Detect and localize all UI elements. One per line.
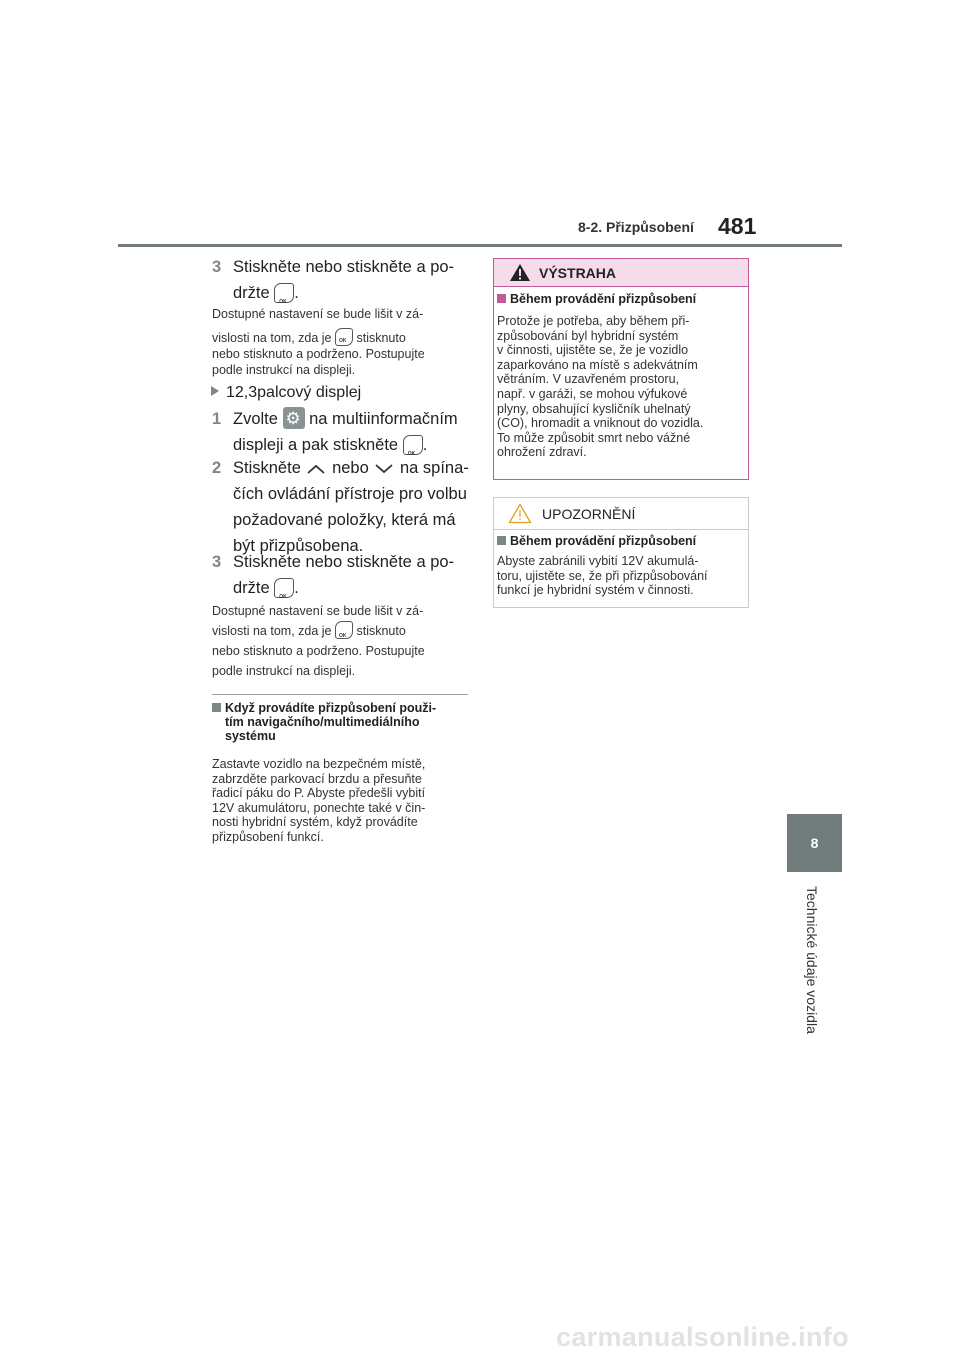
caution-triangle-icon — [508, 503, 532, 524]
note-line: nebo stisknuto a podrženo. Postupujte — [212, 644, 425, 658]
page-number: 481 — [718, 213, 757, 239]
caution-box — [493, 497, 749, 608]
info-body-line: 12V akumulátoru, ponechte také v čin- — [212, 800, 426, 815]
warning-subtitle — [497, 292, 696, 306]
square-bullet-icon — [497, 536, 506, 545]
step-number: 1 — [212, 410, 222, 428]
chapter-number: 8 — [810, 835, 819, 851]
note-line: Dostupné nastavení se bude lišit v zá- — [212, 307, 424, 321]
caution-line: Abyste zabránili vybití 12V akumulá- — [497, 554, 699, 568]
warning-title: VÝSTRAHA — [539, 265, 617, 281]
info-body-line: zabrzděte parkovací brzdu a přesuňte — [212, 771, 422, 786]
chapter-tab — [787, 814, 842, 872]
step-number: 3 — [212, 553, 222, 571]
chevron-down-icon — [373, 463, 395, 475]
step-3-second — [212, 549, 474, 601]
caution-body — [497, 554, 708, 598]
step-2 — [212, 455, 474, 559]
step-text: držte — [233, 284, 270, 302]
info-body-line: Zastavte vozidlo na bezpečném místě, — [212, 757, 426, 771]
ok-button-icon — [274, 283, 294, 303]
step-text: na spína- — [399, 459, 469, 477]
note-line: stisknuto — [356, 331, 406, 345]
warning-triangle-icon — [509, 263, 531, 282]
section-title: 8-2. Přizpůsobení — [578, 219, 694, 235]
square-bullet-icon — [212, 703, 221, 712]
step-number: 3 — [212, 258, 222, 276]
warning-line: větráním. V uzavřeném prostoru, — [497, 372, 680, 387]
subheading — [211, 384, 361, 402]
caution-subtitle — [497, 534, 696, 548]
note-line: podle instrukcí na displeji. — [212, 363, 356, 377]
warning-line: To může způsobit smrt nebo vážné — [497, 430, 691, 445]
ok-button-icon — [403, 435, 423, 455]
info-body-line: řadicí páku do P. Abyste předešli vybití — [212, 786, 426, 800]
note-paragraph — [212, 306, 472, 378]
step-text: displeji a pak stiskněte — [233, 436, 399, 454]
warning-line: v činnosti, ujistěte se, že je vozidlo — [497, 343, 689, 358]
step-text: požadované položky, která má — [233, 511, 456, 529]
warning-line: plyny, obsahující kysličník uhelnatý — [497, 401, 691, 416]
note-line: podle instrukcí na displeji. — [212, 664, 356, 678]
warning-line: ohrožení zdraví. — [497, 445, 587, 460]
note-line: vislosti na tom, zda je — [212, 624, 332, 638]
square-bullet-icon — [497, 294, 506, 303]
info-body-line: přizpůsobení funkcí. — [212, 829, 324, 844]
header-rule — [118, 244, 842, 247]
note-divider — [212, 694, 468, 695]
warning-subtitle-text: Během provádění přizpůsobení — [510, 292, 697, 306]
ok-button-icon — [335, 621, 353, 639]
step-text: nebo — [332, 459, 369, 477]
step-3-first — [212, 254, 474, 306]
settings-icon — [283, 407, 305, 429]
step-text: . — [294, 284, 299, 302]
step-text: Stiskněte nebo stiskněte a po- — [233, 553, 455, 571]
info-body — [212, 757, 474, 844]
caution-subtitle-text: Během provádění přizpůsobení — [510, 534, 697, 548]
caution-line: toru, ujistěte se, že při přizpůsobování — [497, 568, 708, 583]
note-line: vislosti na tom, zda je — [212, 331, 332, 345]
chapter-title-text: Technické údaje vozidla — [804, 886, 820, 1034]
warning-box — [493, 258, 749, 480]
step-text: . — [422, 436, 428, 454]
note-line: Dostupné nastavení se bude lišit v zá- — [212, 604, 424, 618]
warning-line: např. v garáži, se mohou výfukové — [497, 386, 688, 401]
warning-line: (CO), hromadit a vniknout do vozidla. — [497, 416, 704, 431]
note-line: nebo stisknuto a podrženo. Postupujte — [212, 347, 425, 361]
warning-body — [497, 314, 703, 460]
caution-line: funkcí je hybridní systém v činnosti. — [497, 583, 694, 598]
info-title-line: tím navigačního/multimediálního — [225, 715, 420, 729]
step-1 — [212, 406, 474, 458]
caution-title: UPOZORNĚNÍ — [542, 506, 636, 522]
step-text: na multiinformačním — [309, 410, 458, 428]
chevron-up-icon — [305, 463, 327, 475]
info-body-line: nosti hybridní systém, když provádíte — [212, 815, 418, 829]
info-title-line: Když provádíte přizpůsobení použi- — [225, 701, 437, 715]
arrow-icon — [211, 386, 219, 396]
warning-line: Protože je potřeba, aby během při- — [497, 314, 690, 328]
step-text: být přizpůsobena. — [233, 537, 364, 555]
step-number: 2 — [212, 459, 222, 477]
warning-header — [494, 259, 748, 287]
step-text: Stiskněte nebo stiskněte a po- — [233, 258, 455, 276]
caution-header — [494, 498, 748, 530]
subheading-text: 12,3palcový displej — [226, 384, 362, 401]
warning-line: způsobování byl hybridní systém — [497, 328, 679, 343]
step-text: čích ovládání přístroje pro volbu — [233, 485, 467, 503]
ok-button-icon — [335, 328, 353, 346]
info-title-line: systému — [225, 729, 276, 743]
step-text: Zvolte — [233, 410, 278, 428]
step-text: držte — [233, 579, 270, 597]
warning-line: zaparkováno na místě s adekvátním — [497, 357, 698, 372]
note-line: stisknuto — [356, 624, 406, 638]
step-text: . — [294, 579, 299, 597]
note-paragraph — [212, 601, 472, 681]
watermark: carmanualsonline.info — [556, 1322, 849, 1352]
chapter-title — [787, 886, 842, 1086]
info-title — [212, 701, 474, 743]
ok-button-icon — [274, 578, 294, 598]
step-text: Stiskněte — [233, 459, 301, 477]
